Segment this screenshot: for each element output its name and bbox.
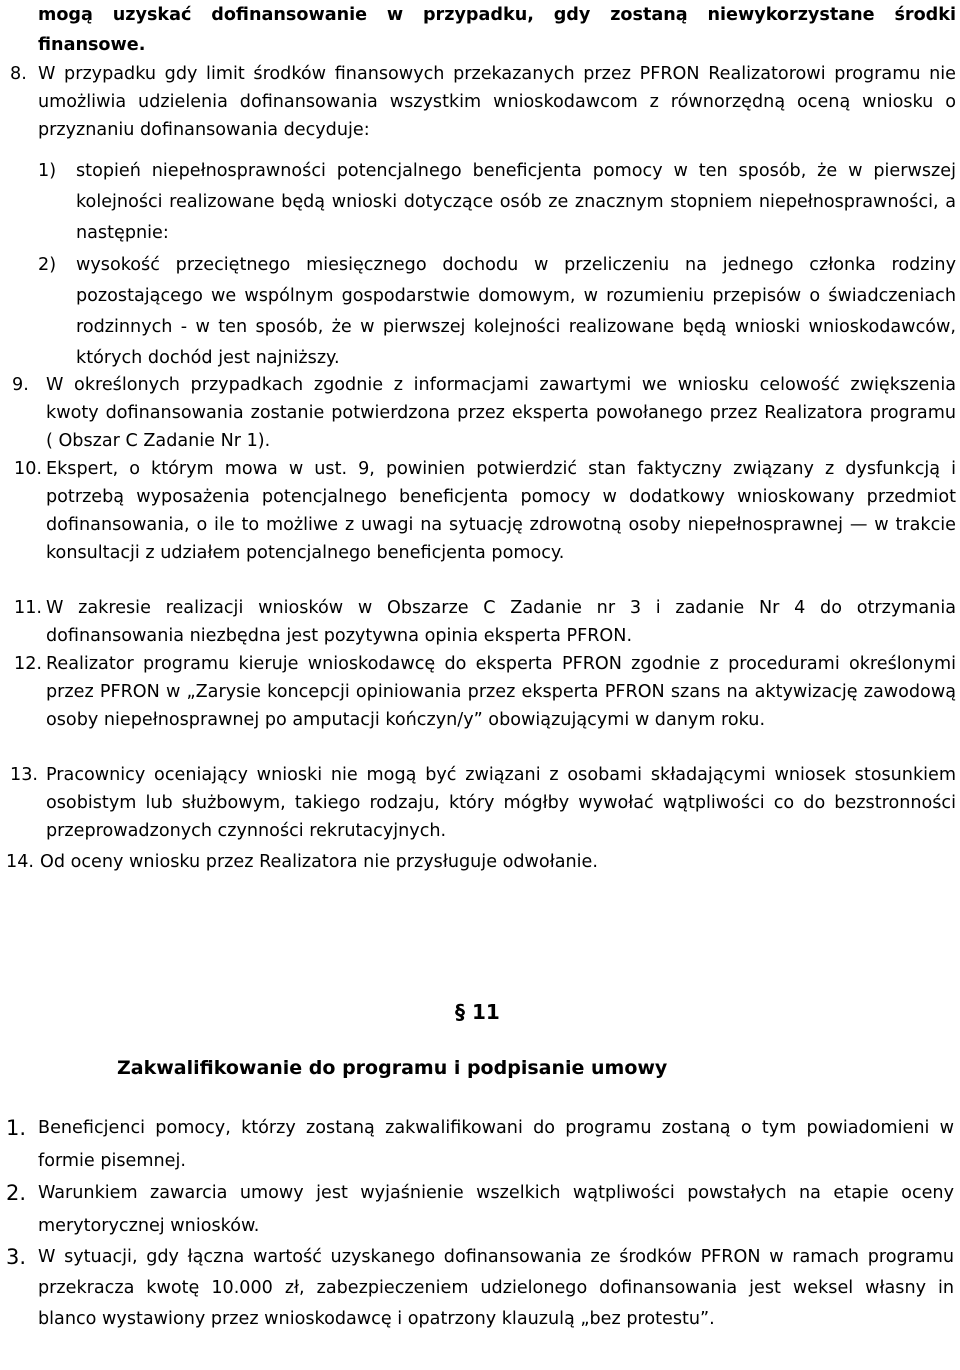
list-item-text: Realizator programu kieruje wnioskodawcę do eksperta PFRON zgodnie z procedurami określonymi przez PFRON w „Zarysie koncepcji opiniowania przez eksperta PFRON szans na aktywizację zawodową osoby niepełnosprawnej po amputacji kończyn/y” obowiązującymi w danym roku.	[46, 654, 956, 730]
list-item-text: W sytuacji, gdy łączna wartość uzyskanego dofinansowania ze środków PFRON w ramach programu przekracza kwotę 10.000 zł, zabezpieczeniem udzielonego dofinansowania jest weksel własny in blanco wystawiony przez wnioskodawcę i opatrzony klauzulą „bez protestu”.	[38, 1247, 954, 1329]
list-item-10	[14, 455, 956, 567]
list-item-number: 2.	[6, 1181, 27, 1205]
list-item-12	[14, 650, 956, 734]
sub-item-text: stopień niepełnosprawności potencjalnego beneficjenta pomocy w ten sposób, że w pierwszej kolejności realizowane będą wnioski dotyczące osób ze znacznym stopniem niepełnosprawności, a następnie:	[76, 161, 956, 243]
list-item-number: 10.	[14, 459, 42, 479]
intro-paragraph: mogą uzyskać dofinansowanie w przypadku, gdy zostaną niewykorzystane środki finansowe.	[38, 5, 956, 55]
sub-item-text: wysokość przeciętnego miesięcznego dochodu w przeliczeniu na jednego członka rodziny pozostającego we wspólnym gospodarstwie domowym, w rozumieniu przepisów o świadczeniach rodzinnych - w ten sposób, że w pierwszej kolejności realizowane będą wnioski wnioskodawców, których dochód jest najniższy.	[76, 255, 956, 368]
sub-item-2	[38, 250, 956, 374]
list-item-text: Ekspert, o którym mowa w ust. 9, powinien potwierdzić stan faktyczny związany z dysfunkcją i potrzebą wyposażenia potencjalnego beneficjenta pomocy w dodatkowy wnioskowany przedmiot dofinansowania, o ile to możliwe z uwagi na sytuację zdrowotną osoby niepełnosprawnej — w trakcie konsultacji z udziałem potencjalnego beneficjenta pomocy.	[46, 459, 956, 563]
list-item-9	[12, 371, 956, 455]
list-item-number: 3.	[6, 1245, 27, 1269]
list-item-text: W określonych przypadkach zgodnie z informacjami zawartymi we wniosku celowość zwiększenia kwoty dofinansowania zostanie potwierdzona przez eksperta powołanego przez Realizatora programu ( Obszar C Zadanie Nr 1).	[46, 375, 956, 451]
list-item-text: W przypadku gdy limit środków finansowych przekazanych przez PFRON Realizatorowi programu nie umożliwia udzielenia dofinansowania wszystkim wnioskodawcom z równorzędną oceną wniosku o przyznaniu dofinansowania decyduje:	[38, 64, 956, 140]
list-item-text: Od oceny wniosku przez Realizatora nie przysługuje odwołanie.	[40, 852, 598, 872]
section-title: Zakwalifikowanie do programu i podpisanie umowy	[117, 1057, 668, 1079]
list-item-number: 1.	[6, 1116, 27, 1140]
list-item-14	[6, 848, 956, 876]
lower-list-item-3	[6, 1242, 954, 1335]
list-item-text: W zakresie realizacji wniosków w Obszarze C Zadanie nr 3 i zadanie Nr 4 do otrzymania dofinansowania niezbędna jest pozytywna opinia eksperta PFRON.	[46, 598, 956, 646]
list-item-text: Warunkiem zawarcia umowy jest wyjaśnienie wszelkich wątpliwości powstałych na etapie oceny merytorycznej wniosków.	[38, 1183, 954, 1236]
list-item-number: 12.	[14, 654, 42, 674]
list-item-8	[10, 60, 956, 144]
list-item-text: Pracownicy oceniający wnioski nie mogą być związani z osobami składającymi wniosek stosunkiem osobistym lub służbowym, takiego rodzaju, który mógłby wywołać wątpliwości co do bezstronności przeprowadzonych czynności rekrutacyjnych.	[46, 765, 956, 841]
list-item-number: 8.	[10, 64, 27, 84]
list-item-number: 9.	[12, 375, 29, 395]
sub-item-number: 2)	[38, 255, 57, 275]
sub-item-number: 1)	[38, 161, 57, 181]
list-item-text: Beneficjenci pomocy, którzy zostaną zakwalifikowani do programu zostaną o tym powiadomieni w formie pisemnej.	[38, 1118, 954, 1171]
lower-list-item-1	[6, 1112, 954, 1178]
list-item-11	[14, 594, 956, 650]
list-item-number: 13.	[10, 765, 38, 785]
sub-item-1	[38, 156, 956, 249]
lower-list-item-2	[6, 1177, 954, 1243]
section-symbol: § 11	[455, 1000, 500, 1024]
list-item-number: 11.	[14, 598, 42, 618]
list-item-number: 14.	[6, 852, 34, 872]
list-item-13	[10, 761, 956, 845]
